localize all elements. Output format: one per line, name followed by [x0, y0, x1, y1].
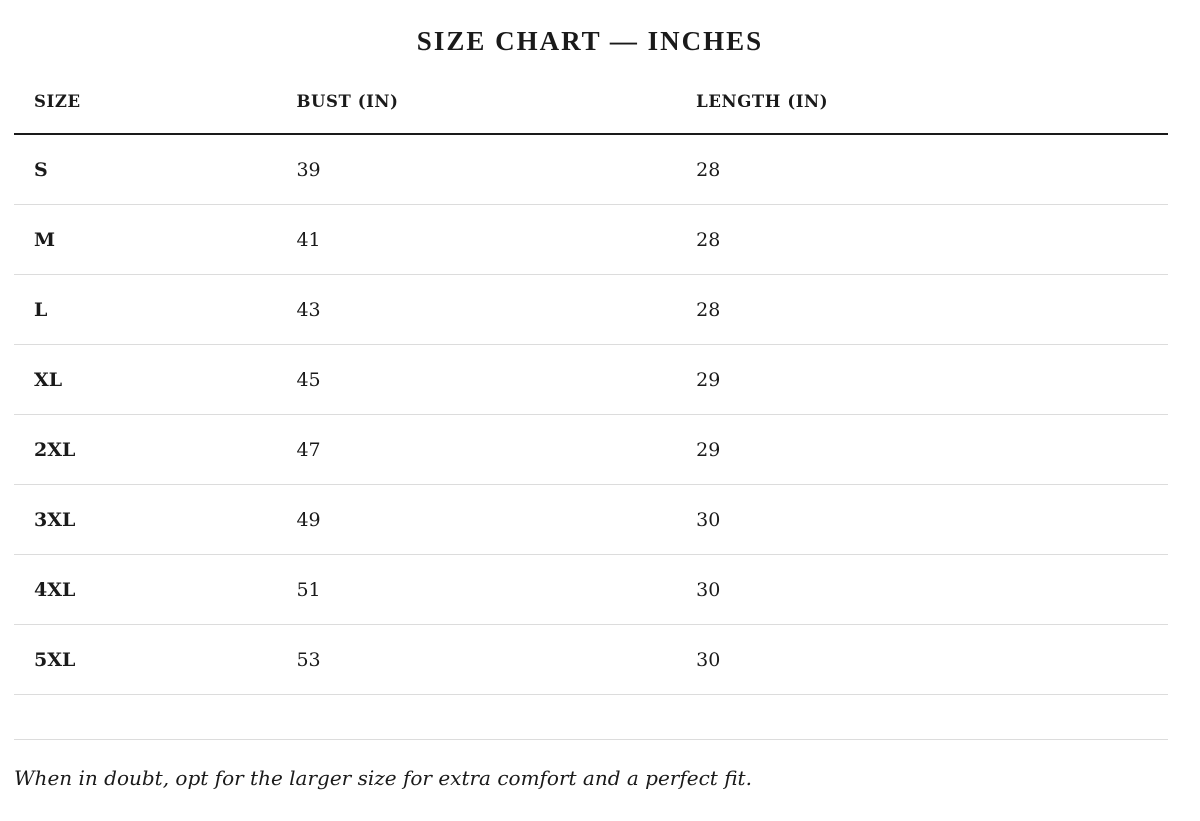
- length-cell: 28: [696, 134, 1168, 205]
- bust-cell: 43: [296, 275, 696, 345]
- bust-cell: 51: [296, 555, 696, 625]
- table-row: [14, 205, 1168, 275]
- length-cell: 29: [696, 345, 1168, 415]
- size-cell: XL: [14, 345, 296, 415]
- size-cell: 3XL: [14, 485, 296, 555]
- header-length: LENGTH (IN): [696, 70, 1168, 134]
- length-cell: 30: [696, 555, 1168, 625]
- size-cell: L: [14, 275, 296, 345]
- size-chart-table: [14, 70, 1168, 695]
- bust-cell: 39: [296, 134, 696, 205]
- table-row: [14, 275, 1168, 345]
- bust-cell: 47: [296, 415, 696, 485]
- table-bottom-divider: [14, 739, 1168, 740]
- header-bust: BUST (IN): [296, 70, 696, 134]
- bust-cell: 49: [296, 485, 696, 555]
- length-cell: 28: [696, 205, 1168, 275]
- header-size: SIZE: [14, 70, 296, 134]
- length-cell: 30: [696, 485, 1168, 555]
- size-cell: S: [14, 134, 296, 205]
- table-row: [14, 625, 1168, 695]
- bust-cell: 45: [296, 345, 696, 415]
- length-cell: 30: [696, 625, 1168, 695]
- bust-cell: 53: [296, 625, 696, 695]
- sizing-note: When in doubt, opt for the larger size for extra comfort and a perfect fit.: [14, 766, 752, 790]
- table-row: [14, 415, 1168, 485]
- size-cell: M: [14, 205, 296, 275]
- page-title: SIZE CHART — INCHES: [416, 26, 764, 57]
- table-row: [14, 134, 1168, 205]
- table-header-row: [14, 70, 1168, 134]
- size-cell: 2XL: [14, 415, 296, 485]
- length-cell: 28: [696, 275, 1168, 345]
- size-cell: 4XL: [14, 555, 296, 625]
- table-row: [14, 345, 1168, 415]
- size-cell: 5XL: [14, 625, 296, 695]
- table-row: [14, 555, 1168, 625]
- length-cell: 29: [696, 415, 1168, 485]
- bust-cell: 41: [296, 205, 696, 275]
- table-row: [14, 485, 1168, 555]
